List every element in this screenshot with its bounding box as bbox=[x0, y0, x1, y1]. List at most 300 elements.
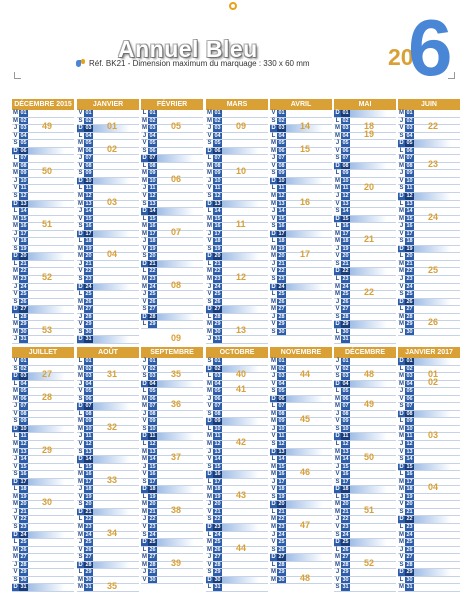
day-number: 15 bbox=[278, 215, 285, 222]
weekday-letter: S bbox=[207, 298, 212, 305]
sunday-highlight bbox=[157, 208, 203, 215]
day-row bbox=[270, 185, 332, 193]
day-row bbox=[12, 148, 74, 156]
weekday-letter: M bbox=[335, 448, 340, 455]
day-number: 12 bbox=[85, 193, 92, 200]
sunday-highlight bbox=[93, 336, 139, 343]
weekday-letter: S bbox=[335, 208, 340, 215]
day-row bbox=[141, 471, 203, 479]
weekday-letter: S bbox=[271, 493, 276, 500]
day-row bbox=[398, 306, 460, 314]
sunday-highlight bbox=[350, 216, 396, 223]
weekday-letter: D bbox=[271, 177, 276, 184]
weekday-letter: J bbox=[78, 313, 83, 320]
day-row bbox=[206, 569, 268, 577]
day-number: 03 bbox=[85, 373, 92, 380]
day-number: 19 bbox=[342, 493, 349, 500]
year-badge bbox=[388, 3, 458, 92]
day-row bbox=[12, 231, 74, 239]
day-row bbox=[12, 509, 74, 517]
weekday-letter: J bbox=[78, 433, 83, 440]
day-number: 13 bbox=[342, 200, 349, 207]
day-row bbox=[398, 238, 460, 246]
weekday-letter: M bbox=[78, 524, 83, 531]
day-row bbox=[398, 133, 460, 141]
day-row bbox=[270, 291, 332, 299]
week-number: 13 bbox=[236, 324, 247, 335]
day-number: 01 bbox=[342, 358, 349, 364]
weekday-letter: V bbox=[13, 358, 18, 364]
weekday-letter: S bbox=[13, 140, 18, 147]
day-row bbox=[398, 524, 460, 532]
weekday-letter: L bbox=[207, 425, 212, 432]
weekday-letter: L bbox=[271, 132, 276, 139]
day-row bbox=[12, 471, 74, 479]
weekday-letter: M bbox=[207, 170, 212, 177]
reference-text: Réf. BK21 - Dimension maximum du marquage : 330 x 60 mm bbox=[89, 59, 310, 68]
day-number: 24 bbox=[406, 531, 413, 538]
day-number: 05 bbox=[85, 388, 92, 395]
day-number: 31 bbox=[214, 336, 221, 343]
weekday-letter: S bbox=[207, 245, 212, 252]
weekday-letter: M bbox=[13, 546, 18, 553]
day-row bbox=[141, 464, 203, 472]
day-row bbox=[206, 253, 268, 261]
weekday-letter: L bbox=[335, 388, 340, 395]
weekday-letter: V bbox=[399, 554, 404, 561]
day-number: 17 bbox=[85, 230, 92, 237]
day-row bbox=[398, 396, 460, 404]
day-row bbox=[12, 284, 74, 292]
day-number: 15 bbox=[214, 215, 221, 222]
day-number: 05 bbox=[149, 140, 156, 147]
day-number: 17 bbox=[149, 230, 156, 237]
day-number: 05 bbox=[85, 140, 92, 147]
day-number: 04 bbox=[278, 380, 285, 387]
week-number: 04 bbox=[428, 482, 439, 493]
day-number: 24 bbox=[20, 283, 27, 290]
day-number: 27 bbox=[214, 554, 221, 561]
day-row bbox=[270, 509, 332, 517]
day-number: 10 bbox=[20, 425, 27, 432]
day-number: 21 bbox=[20, 260, 27, 267]
weekday-letter: M bbox=[271, 358, 276, 364]
sunday-highlight bbox=[222, 306, 268, 313]
day-row bbox=[398, 403, 460, 411]
weekday-letter: D bbox=[271, 501, 276, 508]
day-row bbox=[270, 381, 332, 389]
day-number: 30 bbox=[406, 576, 413, 583]
day-row bbox=[334, 253, 396, 261]
day-row bbox=[12, 155, 74, 163]
day-number: 18 bbox=[85, 238, 92, 245]
day-row bbox=[12, 584, 74, 592]
day-number: 02 bbox=[20, 117, 27, 124]
weekday-letter: D bbox=[142, 380, 147, 387]
sunday-highlight bbox=[157, 314, 203, 321]
weekday-letter: M bbox=[271, 410, 276, 417]
day-number: 07 bbox=[20, 403, 27, 410]
day-row bbox=[141, 418, 203, 426]
day-number: 16 bbox=[342, 223, 349, 230]
weekday-letter: D bbox=[142, 433, 147, 440]
day-number: 20 bbox=[278, 501, 285, 508]
weekday-letter: J bbox=[142, 358, 147, 364]
weekday-letter: M bbox=[399, 215, 404, 222]
day-number: 07 bbox=[149, 403, 156, 410]
day-number: 19 bbox=[149, 493, 156, 500]
weekday-letter: D bbox=[335, 162, 340, 169]
month-header: JUIN bbox=[398, 99, 460, 110]
day-row bbox=[77, 464, 139, 472]
day-row bbox=[398, 276, 460, 284]
week-number: 32 bbox=[107, 421, 118, 432]
week-number: 50 bbox=[364, 452, 375, 463]
sunday-highlight bbox=[286, 178, 332, 185]
day-number: 11 bbox=[342, 433, 349, 440]
week-number: 03 bbox=[107, 196, 118, 207]
day-row bbox=[398, 584, 460, 592]
day-number: 09 bbox=[85, 418, 92, 425]
weekday-letter: V bbox=[78, 110, 83, 116]
day-row bbox=[334, 321, 396, 329]
weekday-letter: L bbox=[271, 238, 276, 245]
day-row bbox=[334, 486, 396, 494]
weekday-letter: L bbox=[78, 463, 83, 470]
weekday-letter: L bbox=[399, 200, 404, 207]
weekday-letter: V bbox=[399, 283, 404, 290]
day-row bbox=[77, 381, 139, 389]
weekday-letter: D bbox=[207, 576, 212, 583]
day-row bbox=[206, 291, 268, 299]
weekday-letter: S bbox=[399, 561, 404, 568]
day-row bbox=[206, 577, 268, 585]
day-row bbox=[77, 155, 139, 163]
day-row bbox=[206, 201, 268, 209]
day-row bbox=[270, 321, 332, 329]
sunday-highlight bbox=[350, 539, 396, 546]
weekday-letter: D bbox=[78, 283, 83, 290]
day-row bbox=[141, 253, 203, 261]
weekday-letter: V bbox=[207, 403, 212, 410]
day-number: 29 bbox=[278, 569, 285, 576]
calendar-title: Annuel Bleu bbox=[118, 36, 258, 62]
weekday-letter: S bbox=[399, 132, 404, 139]
day-row bbox=[206, 516, 268, 524]
weekday-letter: V bbox=[207, 561, 212, 568]
day-number: 31 bbox=[20, 336, 27, 343]
week-number: 24 bbox=[428, 211, 439, 222]
day-row bbox=[77, 329, 139, 337]
day-number: 29 bbox=[214, 569, 221, 576]
day-number: 05 bbox=[406, 388, 413, 395]
sunday-highlight bbox=[414, 464, 460, 471]
day-row bbox=[270, 388, 332, 396]
day-number: 28 bbox=[342, 313, 349, 320]
weekday-letter: L bbox=[335, 493, 340, 500]
week-number: 48 bbox=[300, 572, 311, 583]
day-number: 16 bbox=[406, 223, 413, 230]
weekday-letter: D bbox=[335, 380, 340, 387]
day-row bbox=[141, 479, 203, 487]
weekday-letter: V bbox=[142, 245, 147, 252]
weekday-letter: M bbox=[335, 336, 340, 343]
weekday-letter: L bbox=[207, 313, 212, 320]
weekday-letter: M bbox=[142, 554, 147, 561]
weekday-letter: M bbox=[142, 561, 147, 568]
day-number: 26 bbox=[406, 546, 413, 553]
sunday-highlight bbox=[28, 306, 74, 313]
weekday-letter: V bbox=[142, 298, 147, 305]
weekday-letter: V bbox=[13, 291, 18, 298]
day-row bbox=[12, 178, 74, 186]
day-row bbox=[141, 486, 203, 494]
weekday-letter: M bbox=[271, 298, 276, 305]
day-row bbox=[270, 231, 332, 239]
day-number: 12 bbox=[214, 193, 221, 200]
day-row bbox=[12, 336, 74, 344]
day-row bbox=[334, 208, 396, 216]
week-number: 18 bbox=[364, 121, 375, 132]
weekday-letter: S bbox=[207, 463, 212, 470]
day-number: 21 bbox=[342, 260, 349, 267]
weekday-letter: V bbox=[13, 238, 18, 245]
month-days bbox=[334, 110, 396, 344]
weekday-letter: L bbox=[207, 260, 212, 267]
day-number: 24 bbox=[20, 531, 27, 538]
day-row bbox=[270, 306, 332, 314]
week-number: 35 bbox=[107, 580, 118, 591]
day-row bbox=[206, 185, 268, 193]
day-number: 19 bbox=[406, 245, 413, 252]
day-number: 28 bbox=[406, 561, 413, 568]
day-number: 04 bbox=[20, 380, 27, 387]
weekday-letter: V bbox=[142, 193, 147, 200]
day-number: 28 bbox=[214, 561, 221, 568]
day-row bbox=[398, 464, 460, 472]
day-number: 19 bbox=[149, 245, 156, 252]
day-number: 06 bbox=[214, 395, 221, 402]
day-number: 14 bbox=[214, 456, 221, 463]
day-number: 26 bbox=[20, 546, 27, 553]
day-number: 07 bbox=[342, 403, 349, 410]
day-number: 01 bbox=[85, 358, 92, 364]
day-row bbox=[141, 299, 203, 307]
day-row bbox=[12, 358, 74, 366]
day-number: 15 bbox=[342, 463, 349, 470]
day-number: 25 bbox=[20, 291, 27, 298]
week-number: 44 bbox=[300, 369, 311, 380]
sunday-highlight bbox=[222, 471, 268, 478]
weekday-letter: S bbox=[335, 373, 340, 380]
day-number: 06 bbox=[406, 147, 413, 154]
day-number: 30 bbox=[85, 576, 92, 583]
weekday-letter: J bbox=[399, 117, 404, 124]
month-days bbox=[141, 110, 203, 343]
weekday-letter: M bbox=[271, 365, 276, 372]
day-number: 14 bbox=[278, 208, 285, 215]
weekday-letter: D bbox=[271, 125, 276, 132]
weekday-letter: V bbox=[142, 365, 147, 372]
day-number: 10 bbox=[342, 425, 349, 432]
weekday-letter: L bbox=[78, 410, 83, 417]
sunday-highlight bbox=[157, 433, 203, 440]
day-row bbox=[206, 562, 268, 570]
day-number: 21 bbox=[20, 508, 27, 515]
month-column bbox=[206, 99, 268, 344]
day-row bbox=[334, 426, 396, 434]
hanging-hole bbox=[229, 2, 237, 10]
day-row bbox=[334, 441, 396, 449]
weekday-letter: M bbox=[13, 388, 18, 395]
weekday-letter: M bbox=[399, 208, 404, 215]
sunday-highlight bbox=[28, 479, 74, 486]
day-row bbox=[270, 208, 332, 216]
weekday-letter: S bbox=[78, 328, 83, 335]
sunday-highlight bbox=[93, 509, 139, 516]
day-number: 13 bbox=[20, 200, 27, 207]
week-number: 23 bbox=[428, 158, 439, 169]
day-number: 19 bbox=[278, 245, 285, 252]
sunday-highlight bbox=[350, 110, 396, 117]
day-number: 28 bbox=[85, 561, 92, 568]
weekday-letter: J bbox=[271, 208, 276, 215]
day-row bbox=[12, 291, 74, 299]
weekday-letter: M bbox=[335, 185, 340, 192]
day-number: 24 bbox=[149, 283, 156, 290]
day-number: 02 bbox=[85, 365, 92, 372]
weekday-letter: M bbox=[335, 238, 340, 245]
day-row bbox=[334, 418, 396, 426]
day-number: 01 bbox=[406, 358, 413, 364]
day-number: 09 bbox=[342, 418, 349, 425]
day-row bbox=[334, 524, 396, 532]
day-row bbox=[334, 329, 396, 337]
weekday-letter: M bbox=[207, 380, 212, 387]
weekday-letter: M bbox=[142, 276, 147, 283]
weekday-letter: M bbox=[271, 193, 276, 200]
weekday-letter: D bbox=[142, 486, 147, 493]
day-number: 10 bbox=[406, 425, 413, 432]
weekday-letter: M bbox=[13, 493, 18, 500]
day-number: 10 bbox=[149, 425, 156, 432]
weekday-letter: V bbox=[335, 418, 340, 425]
day-number: 08 bbox=[149, 162, 156, 169]
weekday-letter: D bbox=[271, 230, 276, 237]
day-number: 06 bbox=[20, 395, 27, 402]
day-row bbox=[398, 494, 460, 502]
day-number: 02 bbox=[20, 365, 27, 372]
day-number: 22 bbox=[406, 516, 413, 523]
sunday-highlight bbox=[414, 358, 460, 365]
weekday-letter: J bbox=[207, 554, 212, 561]
day-number: 08 bbox=[214, 162, 221, 169]
month-header: JUILLET bbox=[12, 347, 74, 358]
day-number: 07 bbox=[214, 403, 221, 410]
day-row bbox=[334, 216, 396, 224]
month-header: MAI bbox=[334, 99, 396, 110]
weekday-letter: S bbox=[399, 238, 404, 245]
month-column bbox=[206, 347, 268, 592]
weekday-letter: J bbox=[335, 410, 340, 417]
day-number: 30 bbox=[214, 576, 221, 583]
day-number: 10 bbox=[278, 425, 285, 432]
sunday-highlight bbox=[93, 456, 139, 463]
day-number: 26 bbox=[85, 546, 92, 553]
day-row bbox=[77, 456, 139, 464]
weekday-letter: S bbox=[399, 403, 404, 410]
weekday-letter: S bbox=[335, 531, 340, 538]
sunday-highlight bbox=[414, 516, 460, 523]
weekday-letter: S bbox=[335, 155, 340, 162]
day-row bbox=[77, 388, 139, 396]
day-row bbox=[398, 329, 460, 337]
month-days bbox=[141, 358, 203, 584]
weekday-letter: V bbox=[142, 140, 147, 147]
weekday-letter: M bbox=[207, 539, 212, 546]
weekday-letter: D bbox=[78, 403, 83, 410]
day-number: 22 bbox=[342, 268, 349, 275]
day-row bbox=[398, 231, 460, 239]
day-number: 24 bbox=[85, 283, 92, 290]
day-number: 23 bbox=[149, 276, 156, 283]
day-number: 21 bbox=[85, 508, 92, 515]
weekday-letter: D bbox=[13, 425, 18, 432]
day-number: 21 bbox=[214, 508, 221, 515]
sunday-highlight bbox=[157, 155, 203, 162]
day-row bbox=[270, 110, 332, 118]
day-number: 03 bbox=[20, 373, 27, 380]
day-number: 27 bbox=[85, 306, 92, 313]
weekday-letter: M bbox=[399, 433, 404, 440]
day-row bbox=[270, 396, 332, 404]
month-header: FÉVRIER bbox=[141, 99, 203, 110]
weekday-letter: M bbox=[271, 245, 276, 252]
day-number: 11 bbox=[214, 185, 221, 192]
day-row bbox=[334, 155, 396, 163]
day-row bbox=[77, 216, 139, 224]
day-row bbox=[141, 133, 203, 141]
day-number: 06 bbox=[342, 395, 349, 402]
day-number: 15 bbox=[406, 463, 413, 470]
day-row bbox=[270, 261, 332, 269]
day-number: 17 bbox=[342, 478, 349, 485]
month-days bbox=[12, 110, 74, 344]
day-number: 16 bbox=[278, 471, 285, 478]
day-number: 09 bbox=[406, 418, 413, 425]
day-number: 27 bbox=[278, 306, 285, 313]
day-row bbox=[12, 201, 74, 209]
day-row bbox=[270, 155, 332, 163]
day-row bbox=[206, 501, 268, 509]
day-number: 13 bbox=[342, 448, 349, 455]
day-row bbox=[141, 516, 203, 524]
month-days bbox=[270, 110, 332, 336]
day-row bbox=[206, 178, 268, 186]
day-number: 28 bbox=[85, 313, 92, 320]
day-number: 08 bbox=[406, 410, 413, 417]
day-number: 01 bbox=[149, 358, 156, 364]
day-row bbox=[334, 464, 396, 472]
day-number: 04 bbox=[406, 380, 413, 387]
day-number: 23 bbox=[20, 524, 27, 531]
day-number: 01 bbox=[214, 110, 221, 116]
day-number: 30 bbox=[406, 328, 413, 335]
day-number: 29 bbox=[342, 321, 349, 328]
weekday-letter: D bbox=[142, 155, 147, 162]
weekday-letter: L bbox=[13, 539, 18, 546]
weekday-letter: M bbox=[335, 125, 340, 132]
